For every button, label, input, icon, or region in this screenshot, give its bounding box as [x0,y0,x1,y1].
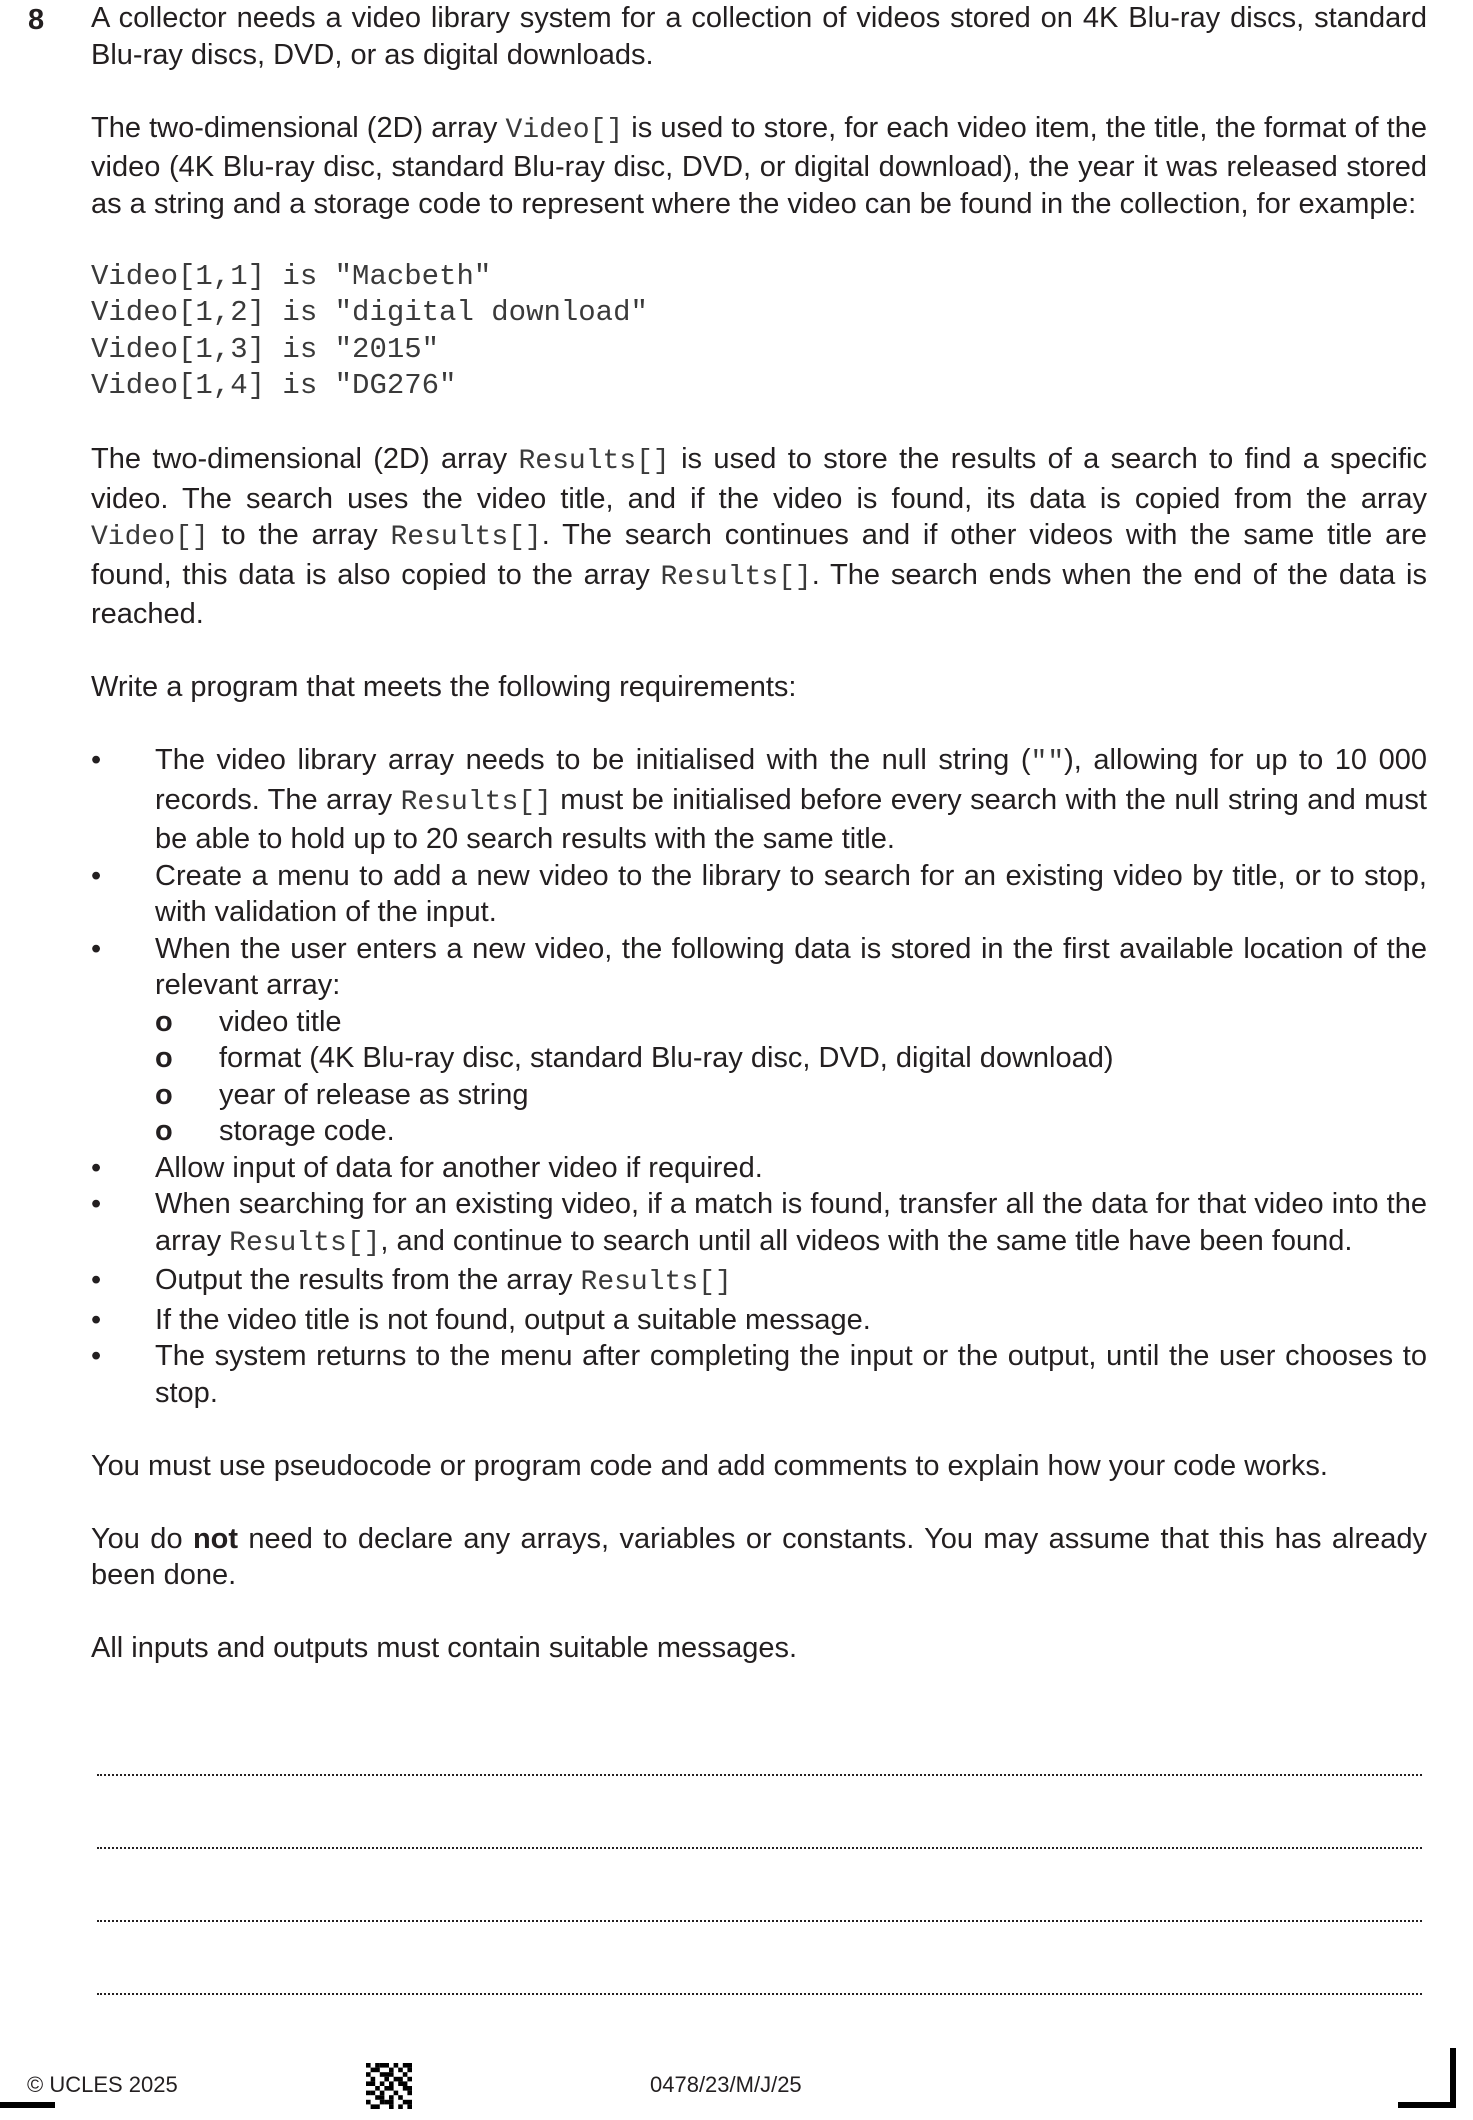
code-results-array: Results[] [518,446,670,477]
text-span: year of release as string [219,1078,529,1111]
pseudocode-paragraph: You must use pseudocode or program code and add comments to explain how your code works. [91,1449,1328,1482]
sub-bullet-icon: o [155,1005,173,1038]
sub-bullet-icon: o [155,1042,173,1074]
code-results-array: Results[] [400,786,552,818]
results-array-paragraph [91,441,1427,633]
sub-bullet-icon: o [155,1078,173,1111]
bullet-icon: • [91,932,102,965]
text-span: Allow input of data for another video if required. [155,1151,763,1184]
bullet-icon: • [91,1264,102,1296]
data-field-item [155,1004,1427,1041]
paper-code-footer: 0478/23/M/J/25 [650,2072,802,2097]
data-field-item [155,1040,1427,1077]
requirement-item [91,1186,1427,1262]
bullet-icon: • [91,1151,102,1184]
requirement-item [91,1150,1427,1187]
bullet-icon: • [91,1340,102,1372]
crop-mark-right-vertical [1450,2048,1456,2108]
answer-line[interactable] [97,1845,1422,1849]
example-line: Video[1,1] is "Macbeth" [91,259,492,293]
text-span: You do [91,1522,193,1555]
text-span: The system returns to the menu after completing the input or the output, until the user chooses to stop. [155,1340,1427,1409]
text-span: The two-dimensional (2D) array [91,443,519,475]
code-results-array: Results[] [390,522,542,553]
bullet-icon: • [91,859,102,892]
text-span: The two-dimensional (2D) array [91,111,506,144]
text-span: Create a menu to add a new video to the library to search for an existing video by title, or to stop, with validation of the input. [155,859,1427,928]
data-field-item [155,1077,1427,1114]
code-results-array: Results[] [229,1227,381,1259]
code-video-array: Video[] [91,522,209,553]
code-null-string: "" [1030,747,1065,778]
data-fields-list [155,1004,1427,1150]
text-span: When the user enters a new video, the following data is stored in the first available location of the relevant array: [155,932,1427,1001]
question-body [91,0,1427,1703]
requirement-item [91,1302,1427,1339]
requirement-item [91,1262,1427,1302]
text-span: ), allowing for up to 10 000 records. The array [155,744,1427,816]
code-results-array: Results[] [660,561,812,593]
emphasis-not: not [192,1522,239,1555]
crop-mark-right [1398,2102,1456,2108]
requirement-item [91,742,1427,858]
data-field-item [155,1113,1427,1150]
messages-paragraph: All inputs and outputs must contain suitable messages. [91,1632,798,1664]
video-array-paragraph [91,110,1427,223]
example-line: Video[1,2] is "digital download" [91,296,648,329]
text-span: video title [219,1005,342,1038]
text-span: storage code. [219,1115,395,1147]
answer-line[interactable] [97,1772,1422,1776]
text-span: The video library array needs to be initialised with the null string ( [155,744,1031,776]
bullet-icon: • [91,1188,102,1220]
intro-paragraph: A collector needs a video library system for a collection of videos stored on 4K Blu-ray discs, standard Blu-ray discs, DVD, or as digital downloads. [91,2,1427,71]
example-line: Video[1,3] is "2015" [91,332,440,366]
requirement-item [91,931,1427,1150]
requirement-item [91,1338,1427,1411]
text-span: Output the results from the array [155,1264,581,1296]
qr-code-icon [366,2063,412,2109]
declare-paragraph [91,1521,1427,1594]
answer-line[interactable] [97,1991,1422,1995]
question-number: 8 [28,4,45,36]
bullet-icon: • [91,744,102,776]
answer-line[interactable] [97,1918,1422,1922]
write-program-paragraph: Write a program that meets the following requirements: [91,671,797,703]
example-line: Video[1,4] is "DG276" [91,369,457,402]
text-span: When searching for an existing video, if a match is found, transfer all the data for that video into the array [155,1188,1427,1257]
text-span: need to declare any arrays, variables or constants. You may assume that this has already been done. [91,1522,1427,1591]
text-span: . The search continues and if other videos with the same title are found, this data is also copied to the array [91,519,1427,591]
text-span: If the video title is not found, output a suitable message. [155,1303,871,1336]
text-span: is used to store, for each video item, the title, the format of the video (4K Blu-ray disc, standard Blu-ray disc, DVD, or digital download), the year it was released stored as a string and a storage code to represent where the video can be found in the collection, for example: [91,111,1427,220]
requirements-list [91,742,1427,1411]
code-results-array: Results[] [580,1267,732,1298]
sub-bullet-icon: o [155,1115,173,1147]
text-span: to the array [208,519,391,551]
bullet-icon: • [91,1303,102,1336]
text-span: . The search ends when the end of the data is reached. [91,558,1427,630]
text-span: , and continue to search until all videos with the same title have been found. [380,1224,1353,1257]
code-video-array: Video[] [505,114,624,146]
crop-mark-left [0,2102,55,2108]
copyright-footer: © UCLES 2025 [27,2072,178,2097]
text-span: format (4K Blu-ray disc, standard Blu-ray disc, DVD, digital download) [219,1042,1114,1074]
text-span: is used to store the results of a search to find a specific video. The search uses the video title, and if the video is found, its data is copied from the array [91,443,1427,515]
text-span: must be initialised before every search with the null string and must be able to hold up to 20 search results with the same title. [155,783,1427,855]
requirement-item [91,858,1427,931]
example-code-block [91,259,1427,405]
